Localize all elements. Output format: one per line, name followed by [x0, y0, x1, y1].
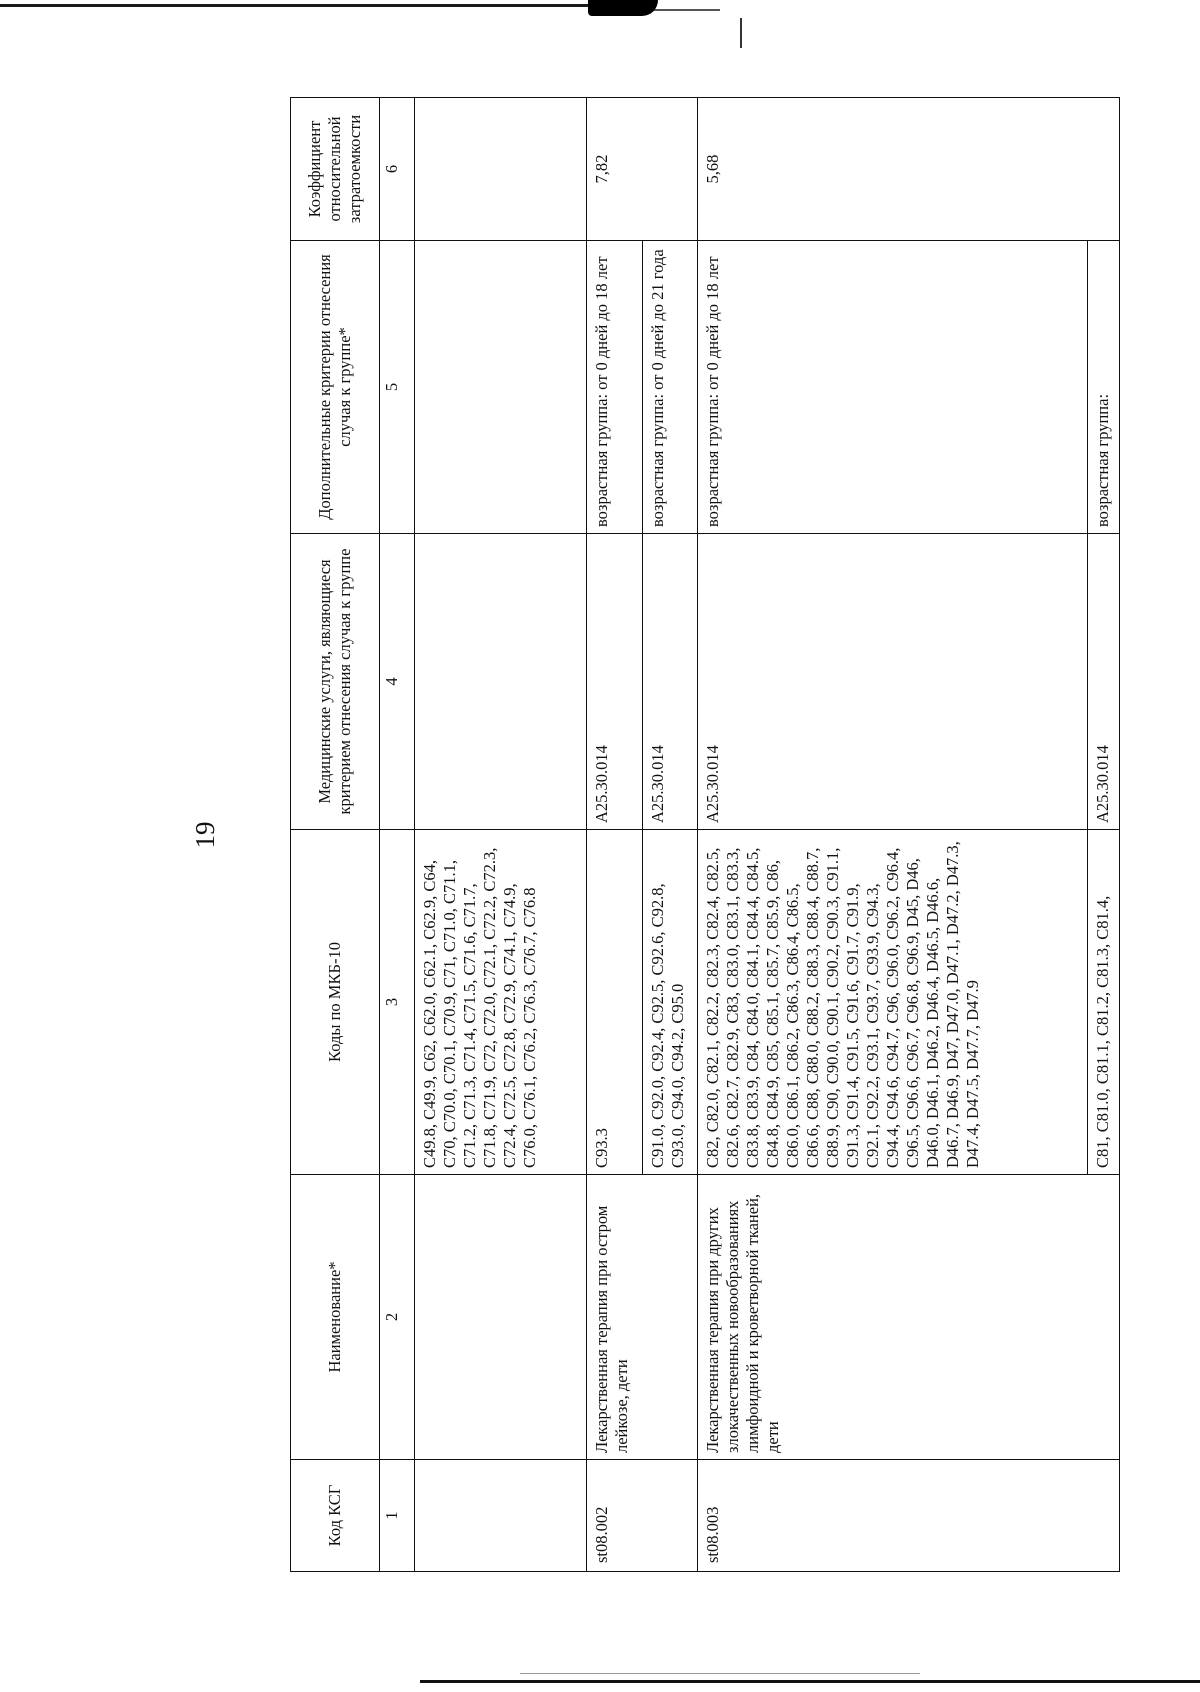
cell-mkb: C82, C82.0, C82.1, C82.2, C82.3, C82.4, C82.5, C82.6, C82.7, C82.9, C83, C83.0, C83.1, C83.3, C83.8, C83.9, C84, C84.0, C84.1, C84.4, C84.5, C84.8, C84.9, C85, C85.1, C85.7, C85.9, C86, C86.0, C86.1, C86.2, C86.3, C86.4, C86.5, C86.6, C88, C88.0, C88.2, C88.3, C88.4, C88.7, C88.9, C90, C90.0, C90.1, C90.2, C90.3, C91.1, C91.3, C91.4, C91.5, C91.6, C91.7, C91.9, C92.1, C92.2, C93.1, C93.7, C93.9, C94.3, C94.4, C94.6, C94.7, C96, C96.0, C96.2, C96.4, C96.5, C96.6, C96.7, C96.8, C96.9, D45, D46, D46.0, D46.1, D46.2, D46.4, D46.5, D46.6, D46.7, D46.9, D47, D47.0, D47.1, D47.2, D47.3, D47.4, D47.5, D47.7, D47.9: [698, 830, 1088, 1175]
header-criteria: Дополнительные критерии отнесения случая к группе*: [291, 241, 380, 534]
cell-service: A25.30.014: [698, 534, 1088, 830]
cell-coefficient: [415, 98, 587, 241]
cell-criteria: возрастная группа: от 0 дней до 18 лет: [698, 241, 1088, 534]
header-mkb: Коды по МКБ-10: [291, 830, 380, 1175]
table-row: [415, 98, 587, 1572]
cell-coefficient: 5,68: [698, 98, 1120, 241]
header-code: Код КСГ: [291, 1460, 380, 1572]
cell-coefficient: 7,82: [587, 98, 698, 241]
header-coefficient: Коэффициент относительной затратоемкости: [291, 98, 380, 241]
cell-service: A25.30.014: [587, 534, 642, 830]
table-row: [587, 98, 642, 1572]
cell-mkb: C81, C81.0, C81.1, C81.2, C81.3, C81.4,: [1088, 830, 1120, 1175]
header-services: Медицинские услуги, являющиеся критерием отнесения случая к группе: [291, 534, 380, 830]
column-number-row: [380, 98, 415, 1572]
table-header-row: [291, 98, 380, 1572]
cell-code: st08.003: [698, 1460, 1120, 1572]
cell-criteria: возрастная группа: от 0 дней до 21 года: [642, 241, 697, 534]
scan-artifact-mark: [740, 18, 742, 48]
cell-mkb: C93.3: [587, 830, 642, 1175]
cell-code: [415, 1460, 587, 1572]
column-number: 5: [380, 241, 415, 534]
cell-service: A25.30.014: [642, 534, 697, 830]
cell-criteria: возрастная группа: от 0 дней до 18 лет: [587, 241, 642, 534]
column-number: 3: [380, 830, 415, 1175]
cell-mkb: C49.8, C49.9, C62, C62.0, C62.1, C62.9, C64, C70, C70.0, C70.1, C70.9, C71, C71.0, C71.1, C71.2, C71.3, C71.4, C71.5, C71.6, C71.7, C71.8, C71.9, C72, C72.0, C72.1, C72.2, C72.3, C72.4, C72.5, C72.8, C72.9, C74.1, C74.9, C76.0, C76.1, C76.2, C76.3, C76.7, C76.8: [415, 830, 587, 1175]
scan-artifact-blot: [588, 0, 658, 16]
table-row: [698, 98, 1088, 1572]
column-number: 4: [380, 534, 415, 830]
scan-artifact-top-line: [0, 4, 600, 7]
rotated-page: [190, 98, 1120, 1572]
cell-name: [415, 1175, 587, 1460]
cell-mkb: C91.0, C92.0, C92.4, C92.5, C92.6, C92.8, C93.0, C94.0, C94.2, C95.0: [642, 830, 697, 1175]
column-number: 1: [380, 1460, 415, 1572]
cell-criteria: [415, 241, 587, 534]
scan-artifact-bottom-line: [420, 1680, 1200, 1683]
cell-name: Лекарственная терапия при остром лейкозе, дети: [587, 1175, 698, 1460]
cell-name: Лекарственная терапия при других злокачественных новообразованиях лимфоидной и кроветворной тканей, дети: [698, 1175, 1120, 1460]
cell-service: [415, 534, 587, 830]
cell-service: A25.30.014: [1088, 534, 1120, 830]
column-number: 6: [380, 98, 415, 241]
header-name: Наименование*: [291, 1175, 380, 1460]
cell-code: st08.002: [587, 1460, 698, 1572]
column-number: 2: [380, 1175, 415, 1460]
ksg-table: [290, 97, 1120, 1572]
cell-criteria: возрастная группа:: [1088, 241, 1120, 534]
page-number: 19: [190, 821, 220, 849]
scan-artifact-bottom-line-2: [520, 1673, 920, 1674]
